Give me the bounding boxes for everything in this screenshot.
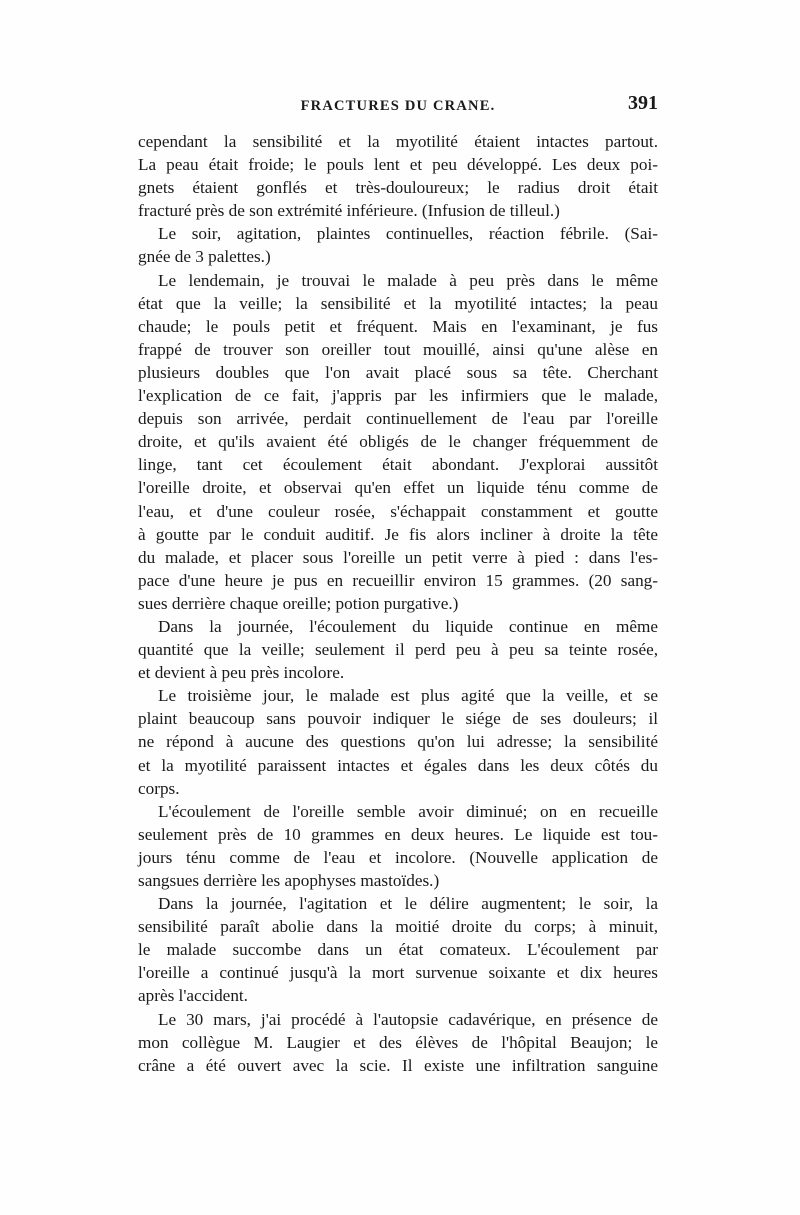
text-line: plusieurs doubles que l'on avait placé sous sa tête. Cherchant	[138, 362, 658, 382]
text-line: l'explication de ce fait, j'appris par les infirmiers que le malade,	[138, 386, 658, 406]
running-head	[138, 92, 658, 122]
text-line: le malade succombe dans un état comateux. L'écoulement par	[138, 940, 658, 960]
text-line: depuis son arrivée, perdait continuellement de l'eau par l'oreille	[138, 409, 658, 429]
body-text	[138, 130, 658, 1077]
text-line: plaint beaucoup sans pouvoir indiquer le siége de ses douleurs; il	[138, 709, 658, 729]
text-line: droite, et qu'ils avaient été obligés de le changer fréquemment de	[138, 432, 658, 452]
text-line: état que la veille; la sensibilité et la myotilité intactes; la peau	[138, 293, 658, 313]
text-line: l'oreille a continué jusqu'à la mort survenue soixante et dix heures	[138, 963, 658, 983]
text-line: gnée de 3 palettes.)	[138, 247, 271, 267]
text-line: seulement près de 10 grammes en deux heures. Le liquide est tou-	[138, 824, 658, 844]
text-line: crâne a été ouvert avec la scie. Il existe une infiltration sanguine	[138, 1055, 658, 1075]
text-line: Le soir, agitation, plaintes continuelles, réaction fébrile. (Sai-	[158, 224, 658, 244]
text-line: jours ténu comme de l'eau et incolore. (Nouvelle application de	[138, 847, 658, 867]
text-line: Le lendemain, je trouvai le malade à peu près dans le même	[158, 270, 658, 290]
text-line: l'oreille droite, et observai qu'en effet un liquide ténu comme de	[138, 478, 658, 498]
text-line: linge, tant cet écoulement était abondant. J'explorai aussitôt	[138, 455, 658, 475]
text-line: Le troisième jour, le malade est plus agité que la veille, et se	[158, 686, 658, 706]
text-line: et la myotilité paraissent intactes et égales dans les deux côtés du	[138, 755, 658, 775]
text-line: L'écoulement de l'oreille semble avoir diminué; on en recueille	[158, 801, 658, 821]
text-line: sensibilité paraît abolie dans la moitié droite du corps; à minuit,	[138, 917, 658, 937]
text-line: après l'accident.	[138, 986, 248, 1006]
running-title: FRACTURES DU CRANE.	[300, 98, 496, 114]
text-line: à goutte par le conduit auditif. Je fis alors incliner à droite la tête	[138, 524, 658, 544]
text-line: Dans la journée, l'écoulement du liquide continue en même	[158, 616, 658, 636]
text-line: cependant la sensibilité et la myotilité étaient intactes partout.	[138, 132, 658, 151]
text-line: fracturé près de son extrémité inférieure. (Infusion de tilleul.)	[138, 201, 560, 221]
text-line: mon collègue M. Laugier et des élèves de l'hôpital Beaujon; le	[138, 1032, 658, 1052]
text-line: ne répond à aucune des questions qu'on lui adresse; la sensibilité	[138, 732, 658, 752]
text-line: frappé de trouver son oreiller tout mouillé, ainsi qu'une alèse en	[138, 339, 658, 359]
text-line: sues derrière chaque oreille; potion purgative.)	[138, 593, 459, 613]
text-line: du malade, et placer sous l'oreille un petit verre à pied : dans l'es-	[138, 547, 658, 567]
page-number: 391	[628, 92, 658, 114]
text-line: l'eau, et d'une couleur rosée, s'échappait constamment et goutte	[138, 501, 658, 521]
text-line: chaude; le pouls petit et fréquent. Mais en l'examinant, je fus	[138, 316, 658, 336]
text-line: corps.	[138, 778, 180, 798]
text-line: et devient à peu près incolore.	[138, 663, 345, 683]
text-line: gnets étaient gonflés et très-douloureux; le radius droit était	[138, 178, 658, 198]
text-line: pace d'une heure je pus en recueillir environ 15 grammes. (20 sang-	[138, 570, 658, 590]
text-line: quantité que la veille; seulement il perd peu à peu sa teinte rosée,	[138, 640, 658, 660]
text-line: sangsues derrière les apophyses mastoïdes.)	[138, 871, 440, 890]
text-line: La peau était froide; le pouls lent et peu développé. Les deux poi-	[138, 155, 658, 175]
text-line: Le 30 mars, j'ai procédé à l'autopsie cadavérique, en présence de	[158, 1009, 658, 1029]
text-line: Dans la journée, l'agitation et le délire augmentent; le soir, la	[158, 894, 658, 914]
